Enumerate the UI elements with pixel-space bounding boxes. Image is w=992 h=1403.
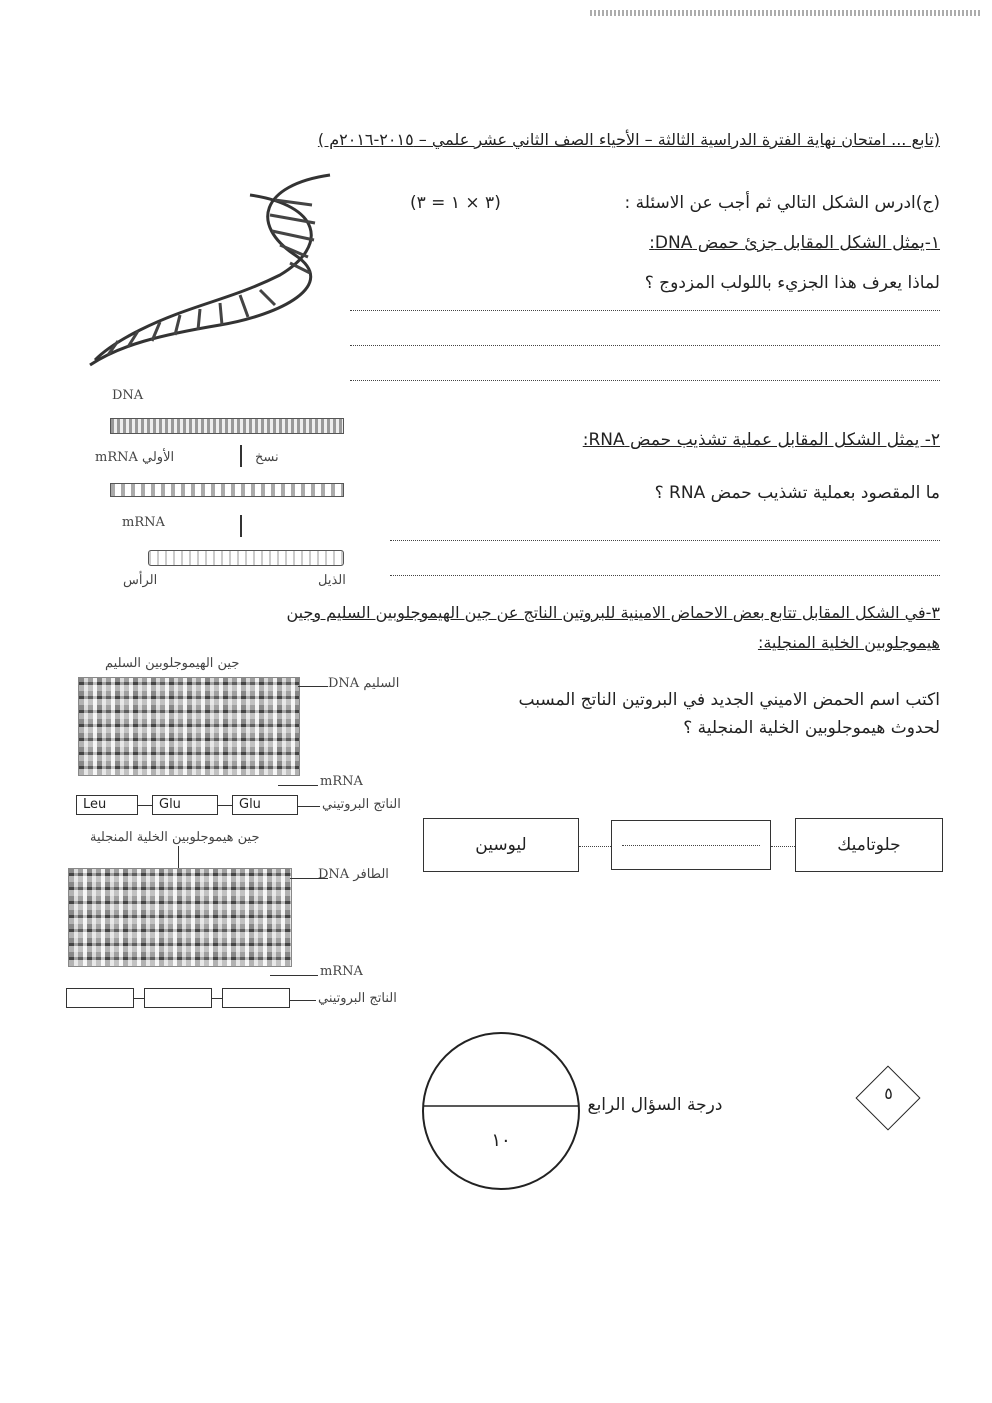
- answer-line[interactable]: [350, 380, 940, 381]
- amino-acid-box: Glu: [232, 795, 298, 815]
- pointer-line: [298, 686, 328, 687]
- sickle-gene-label: جين هيموجلوبين الخلية المنجلية: [90, 830, 260, 845]
- answer-line[interactable]: [350, 345, 940, 346]
- amino-acid-box: Leu: [76, 795, 138, 815]
- normal-gene-label: جين الهيموجلوبين السليم: [105, 656, 240, 671]
- pointer-line: [290, 1000, 316, 1001]
- pointer-line: [178, 846, 179, 870]
- answer-line[interactable]: [390, 575, 940, 576]
- mrna-label: mRNA: [122, 515, 165, 530]
- q1-question: لماذا يعرف هذا الجزيء باللولب المزدوج ؟: [644, 273, 940, 293]
- mutant-dna-gel: [68, 868, 292, 967]
- peptide-bond: [212, 998, 222, 999]
- peptide-bond: [138, 805, 152, 806]
- mrna-label-2: mRNA: [320, 964, 363, 979]
- q3-statement-line2: هيموجلوبين الخلية المنجلية:: [757, 633, 940, 652]
- amino-acid-blank-box[interactable]: [66, 988, 134, 1008]
- q3-question-line2: لحدوث هيموجلوبين الخلية المنجلية ؟: [683, 718, 940, 738]
- mature-mrna-strand: [148, 550, 344, 566]
- scan-artifact: [590, 10, 980, 16]
- page-header: (تابع ... امتحان نهاية الفترة الدراسية الثالثة – الأحياء الصف الثاني عشر علمي – ٢٠١٥-٢٠١٦م ): [317, 130, 940, 149]
- mrna-label-1: mRNA: [320, 774, 363, 789]
- peptide-bond: [134, 998, 144, 999]
- normal-dna-label: DNA السليم: [328, 676, 400, 691]
- q2-statement: ٢- يمثل الشكل المقابل عملية تشذيب حمض RNA:: [582, 430, 940, 450]
- q3-statement-line1: ٣-في الشكل المقابل تتابع بعض الاحماض الامينية للبروتين الناتج عن جين الهيموجلوبين السليم وجين: [286, 603, 940, 622]
- chain-link: [579, 846, 611, 847]
- page-number: ٥: [884, 1084, 893, 1103]
- question-intro: (ج)ادرس الشكل التالي ثم أجب عن الاسئلة :: [624, 193, 940, 213]
- amino-acid-blank-box[interactable]: [222, 988, 290, 1008]
- protein-product-label-1: الناتج البروتيني: [322, 797, 401, 812]
- question-marks: (٣ × ١ = ٣): [410, 193, 501, 213]
- amino-acid-box: Glu: [152, 795, 218, 815]
- amino-acid-blank-box[interactable]: [144, 988, 212, 1008]
- splice-dna-label: DNA: [112, 388, 144, 403]
- chain-box-left: [423, 818, 579, 872]
- dna-helix-figure: [80, 165, 350, 375]
- head-label: الرأس: [123, 573, 158, 588]
- transcribe-label: نسخ: [255, 450, 279, 465]
- pointer-line: [278, 785, 318, 786]
- q2-question: ما المقصود بعملية تشذيب حمض RNA ؟: [654, 483, 940, 503]
- pointer-line: [298, 806, 320, 807]
- chain-box-right: [795, 818, 943, 872]
- score-label: درجة السؤال الرابع: [587, 1095, 723, 1115]
- q1-statement: ١-يمثل الشكل المقابل جزئ حمض DNA:: [649, 233, 940, 253]
- chain-box-left-text: ليوسين: [475, 835, 527, 855]
- transcribe-arrow: [240, 445, 242, 467]
- tail-label: الذيل: [318, 573, 346, 588]
- q3-question-line1: اكتب اسم الحمض الاميني الجديد في البروتين الناتج المسبب: [518, 690, 940, 710]
- chain-link: [771, 846, 795, 847]
- protein-product-label-2: الناتج البروتيني: [318, 991, 397, 1006]
- peptide-bond: [218, 805, 232, 806]
- dna-strand: [110, 418, 344, 434]
- chain-box-right-text: جلوتاميك: [837, 835, 901, 855]
- score-circle: [420, 1030, 582, 1192]
- chain-answer-line[interactable]: [622, 845, 760, 846]
- answer-line[interactable]: [350, 310, 940, 311]
- score-total: ١٠: [491, 1130, 511, 1151]
- answer-line[interactable]: [390, 540, 940, 541]
- pointer-line: [270, 975, 318, 976]
- primary-mrna-strand: [110, 483, 344, 497]
- mutant-dna-label: DNA الطافر: [318, 867, 389, 882]
- primary-mrna-label: mRNA الأولي: [95, 450, 175, 465]
- chain-box-answer[interactable]: [611, 820, 771, 870]
- splice-arrow: [240, 515, 242, 537]
- normal-dna-gel: [78, 677, 300, 776]
